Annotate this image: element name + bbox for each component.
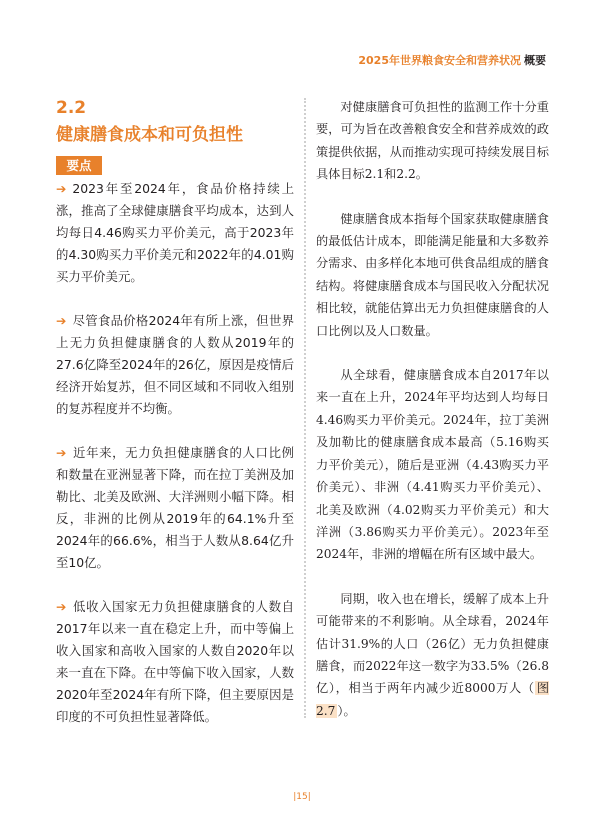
- section-number: 2.2: [56, 98, 87, 118]
- header-subtitle: 概要: [524, 54, 546, 67]
- body-paragraph: [316, 588, 549, 722]
- column-divider: [304, 98, 306, 718]
- arrow-right-icon: ➔: [56, 181, 67, 196]
- arrow-right-icon: ➔: [56, 313, 67, 328]
- running-header: [358, 52, 546, 68]
- key-point: [56, 310, 294, 420]
- arrow-right-icon: ➔: [56, 445, 67, 460]
- header-title: 2025年世界粮食安全和营养状况: [358, 54, 521, 67]
- body-paragraph-end: ）。: [337, 703, 356, 718]
- key-point: [56, 442, 294, 574]
- key-point-text: 近年来，无力负担健康膳食的人口比例和数量在亚洲显著下降，而在拉丁美洲及加勒比、北美及欧洲、大洋洲则小幅下降。相反，非洲的比例从2019年的64.1%升至2024年的66.6%，相当于人数从8.64亿升至10亿。: [56, 445, 294, 570]
- key-point-text: 尽管食品价格2024年有所上涨，但世界上无力负担健康膳食的人数从2019年的27.6亿降至2024年的26亿，原因是疫情后经济开始复苏，但不同区域和不同收入组别的复苏程度并不均衡。: [56, 313, 294, 416]
- body-text: [316, 96, 549, 744]
- body-paragraph: 健康膳食成本指每个国家获取健康膳食的最低估计成本，即能满足能量和大多数养分需求、由多样化本地可供食品组成的膳食结构。将健康膳食成本与国民收入分配状况相比较，就能估算出无力负担健康膳食的人口比例以及人口数量。: [316, 211, 549, 338]
- key-point: [56, 178, 294, 288]
- key-points-label: 要点: [56, 156, 102, 175]
- arrow-right-icon: ➔: [56, 599, 67, 614]
- key-points-list: [56, 178, 294, 750]
- key-point: [56, 596, 294, 728]
- body-paragraph: 从全球看，健康膳食成本自2017年以来一直在上升，2024年平均达到人均每日4.46购买力平价美元。2024年，拉丁美洲及加勒比的健康膳食成本最高（5.16购买力平价美元），随后是亚洲（4.43购买力平价美元）、非洲（4.41购买力平价美元）、北美及欧洲（4.02购买力平价美元）和大洋洲（3.86购买力平价美元）。2023年至2024年，非洲的增幅在所有区域中最大。: [316, 368, 549, 562]
- figure-reference-link[interactable]: 图2.7: [316, 681, 549, 718]
- page-number: |15|: [293, 792, 311, 802]
- body-paragraph: 对健康膳食可负担性的监测工作十分重要，可为旨在改善粮食安全和营养成效的政策提供依据，从而推动实现可持续发展目标具体目标2.1和2.2。: [316, 100, 549, 182]
- key-point-text: 2023年至2024年，食品价格持续上涨，推高了全球健康膳食平均成本，达到人均每日4.46购买力平价美元，高于2023年的4.30购买力平价美元和2022年的4.01购买力平价美元。: [56, 181, 294, 284]
- section-title: 健康膳食成本和可负担性: [56, 125, 243, 145]
- body-paragraph-text: 同期，收入也在增长，缓解了成本上升可能带来的不利影响。从全球看，2024年估计31.9%的人口（26亿）无力负担健康膳食，而2022年这一数字为33.5%（26.8亿），相当于两年内减少近8000万人（: [316, 591, 549, 696]
- key-point-text: 低收入国家无力负担健康膳食的人数自2017年以来一直在稳定上升，而中等偏上收入国家和高收入国家的人数自2020年以来一直在下降。在中等偏下收入国家，人数2020年至2024年有所下降，但主要原因是印度的不可负担性显著降低。: [56, 599, 294, 724]
